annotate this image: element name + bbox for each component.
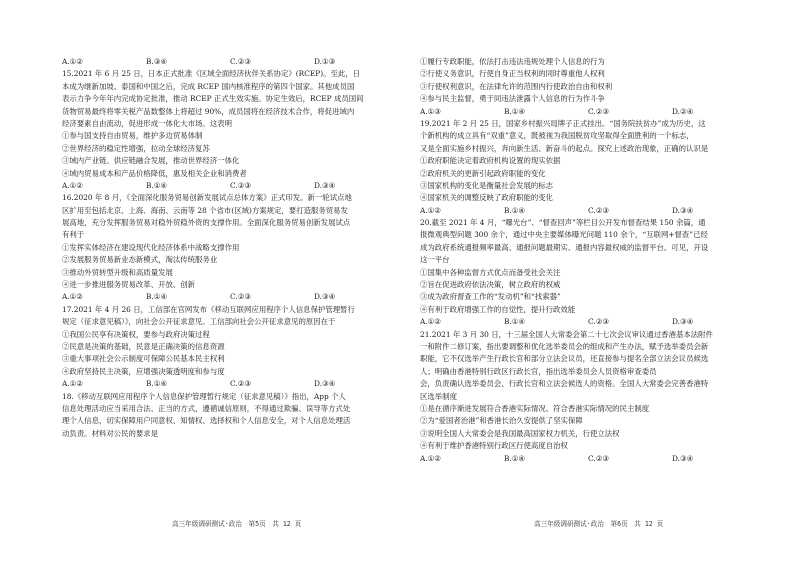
statement-4: ④有利于政府增强工作的自觉性，提升行政效能 bbox=[420, 304, 576, 314]
statement-2: ②旨在促进政府依法决策，树立政府的权威 bbox=[420, 280, 561, 290]
option-c: C.②③ bbox=[588, 106, 609, 116]
option-b: B.③④ bbox=[146, 57, 168, 66]
statement-1: ①国集中各种监督方式优点而备受社会关注 bbox=[420, 267, 561, 277]
option-d: D.③④ bbox=[672, 317, 694, 327]
q15-options bbox=[62, 180, 398, 192]
question-line: 人；明确由香港特别行政区行政长官，指出选举委员会人员资格审查委员 bbox=[420, 366, 657, 376]
question-19 bbox=[420, 118, 756, 217]
q20-options bbox=[420, 316, 756, 328]
option-a: A.①② bbox=[62, 292, 83, 302]
question-line: 这一平台 bbox=[420, 255, 450, 265]
option-d: D.③④ bbox=[314, 180, 336, 190]
option-a: A.①② bbox=[62, 180, 83, 190]
option-d: D.③④ bbox=[314, 379, 336, 389]
statement-3: ③推动外贸转型升级和高质量发展 bbox=[62, 267, 173, 277]
q21-options bbox=[420, 453, 756, 465]
statement-1: ①发挥实体经济在建设现代化经济体系中战略支撑作用 bbox=[62, 242, 240, 252]
question-line: 18.《移动互联网应用程序个人信息保护管理暂行规定（征求意见稿）》指出，App 个人 bbox=[62, 391, 346, 401]
statement-3: ③成为政府督查工作的“发动机”和“找索器” bbox=[420, 292, 561, 302]
question-line: 有利于 bbox=[62, 230, 85, 240]
option-b: B.①④ bbox=[504, 453, 526, 463]
question-line: 16.2020 年 8 月，《全面深化服务贸易创新发展试点总体方案》正式印发。新一轮试点地 bbox=[62, 193, 352, 203]
question-line: 规定（征求意见稿）》，向社会公开征求意见。工信部向社会公开征求意见的原因在于 bbox=[62, 317, 336, 327]
question-18-statements bbox=[420, 56, 756, 118]
statement-4: ④进一步推进服务贸易改革、开放、创新 bbox=[62, 280, 196, 290]
option-c: C.②③ bbox=[230, 292, 251, 302]
option-a: A.①③ bbox=[420, 106, 441, 116]
question-line: 信息处理活动应当采用合法、正当的方式，遵循诚信原则，不得通过欺骗、误导等方式处 bbox=[62, 403, 351, 413]
option-c: C.②③ bbox=[588, 453, 609, 463]
option-a: A.①② bbox=[420, 453, 441, 463]
question-15 bbox=[62, 68, 398, 192]
option-b: B.①④ bbox=[146, 292, 168, 302]
statement-1: ①是在循序渐进发展符合香港实际情况、符合香港实际情况的民主制度 bbox=[420, 403, 650, 413]
statement-3: ③行使权利意识，在法律允许的范围内行使政治自由和权利 bbox=[420, 81, 613, 91]
option-d: D.③④ bbox=[314, 292, 336, 302]
q16-options bbox=[62, 291, 398, 303]
statement-4: ④政府坚持民主决策，应增强决策透明度和参与度 bbox=[62, 366, 225, 376]
statement-2: ②行使义务意识，行使自身正当权利的同时尊重他人权利 bbox=[420, 69, 605, 79]
statement-2: ②民意是决策的基础，民意是正确决策的信息资源 bbox=[62, 341, 225, 351]
page-footer-left: 高三年级调研测试·政治 第5页 共 12 页 bbox=[172, 520, 302, 528]
question-line: 19.2021 年 2 月 25 日，国家乡村振兴局牌子正式挂出。“国务院扶贫办”成为历史，这 bbox=[420, 118, 706, 128]
question-line: 展高地，充分发挥服务贸易对稳外贸稳外资的支撑作用。全面深化服务贸易创新发展试点 bbox=[62, 218, 351, 228]
question-line: 报微观典型问题 300 余个，通过中央主要媒体曝光问题 110 余个，“互联网+督查”已经 bbox=[420, 230, 708, 240]
question-line: 个新机构的成立具有“双重”意义，既被视为我国脱贫攻坚取得全面胜利的一个标志， bbox=[420, 131, 694, 141]
question-line: 理个人信息，切实保障用户同意权、知情权、选择权和个人信息安全，对个人信息处理活 bbox=[62, 416, 351, 426]
option-b: B.①④ bbox=[146, 180, 168, 190]
question-line: 会，负责确认选举委员会、行政长官和立法会候选人的资格。全国人大常委会完善香港特 bbox=[420, 379, 709, 389]
q14-options bbox=[62, 56, 398, 68]
question-line: 21.2021 年 3 月 30 日，十三届全国人大常委会第二十七次会议审议通过香港基本法附件 bbox=[420, 329, 713, 339]
question-line: 经济要素自由流动，促进形成一体化大市场。这表明 bbox=[62, 118, 232, 128]
option-a: A.①② bbox=[62, 379, 83, 389]
statement-4: ④参与民主监督，勇于同违法泄露个人信息的行为作斗争 bbox=[420, 94, 605, 104]
question-line: 成为政府系统通报频率最高、通报问题最期实、通报内容最权威的监督平台。可见，开设 bbox=[420, 242, 709, 252]
statement-3: ③说明全国人大常委会是我国最高国家权力机关，行使立法权 bbox=[420, 428, 620, 438]
right-page-column bbox=[420, 56, 756, 465]
question-line: 区选举制度 bbox=[420, 391, 457, 401]
statement-1: ①参与国支持自由贸易，维护多边贸易体制 bbox=[62, 131, 203, 141]
question-16 bbox=[62, 192, 398, 304]
statement-1: ①履行专政职能，依法打击违法违规处理个人信息的行为 bbox=[420, 57, 605, 66]
question-21 bbox=[420, 329, 756, 465]
q17-options bbox=[62, 378, 398, 390]
question-line: 动负责。材料对公民的要求是 bbox=[62, 428, 159, 438]
option-a: A.①② bbox=[420, 317, 441, 327]
option-b: B.①④ bbox=[504, 205, 526, 215]
option-b: B.①④ bbox=[504, 106, 526, 116]
statement-4: ④有利于维护香港特别行政区行使高度自治权 bbox=[420, 441, 568, 451]
option-c: C.②③ bbox=[230, 379, 251, 389]
option-d: D.③④ bbox=[672, 205, 694, 215]
question-17 bbox=[62, 304, 398, 391]
option-d: D.②④ bbox=[672, 106, 694, 116]
question-line: 15.2021 年 6 月 25 日，日本正式批准《区域全面经济伙伴关系协定》(RCEP)。至此，日 bbox=[62, 69, 361, 79]
option-b: B.①④ bbox=[504, 317, 526, 327]
q18-options bbox=[420, 106, 756, 118]
question-line: 区扩用至包括北京、上海、海南、云南等 28 个省市(区域)方案规定，要打造服务贸易发 bbox=[62, 205, 348, 215]
statement-1: ①我国公民享有决策权，要参与政府决策过程 bbox=[62, 329, 210, 339]
option-c: C.②③ bbox=[588, 205, 609, 215]
statement-1: ①政府职能决定着政府机构设置的现实依据 bbox=[420, 156, 561, 166]
question-20 bbox=[420, 217, 756, 329]
question-line: 又是全面实施乡村振兴，奔向新生活、新奋斗的起点。探究上述政治现象，正确的认识是 bbox=[420, 143, 709, 153]
question-line: 本成为继新加坡、泰国和中国之后，完成 RCEP 国内核准程序的第四个国家。其他成员国 bbox=[62, 81, 355, 91]
left-page-column bbox=[62, 56, 398, 440]
q19-options bbox=[420, 205, 756, 217]
statement-3: ③域内产业链、供应链融合发展，推动世界经济一体化 bbox=[62, 156, 240, 166]
option-a: A.①② bbox=[62, 57, 83, 66]
page-footer-right: 高三年级调研测试·政治 第6页 共 12 页 bbox=[534, 520, 664, 528]
statement-2: ②世界经济的稳定性增强，拉动全球经济复苏 bbox=[62, 143, 210, 153]
statement-4: ④域内贸易成本和产品价格降低，惠及相关企业和消费者 bbox=[62, 168, 247, 178]
option-a: A.①② bbox=[420, 205, 441, 215]
question-line: 职能，它不仅选举产生行政长官和部分立法会议员，还直接参与提名全部立法会议员候选 bbox=[420, 354, 709, 364]
statement-2: ②政府机关的更新引起政府职能的变化 bbox=[420, 168, 546, 178]
option-d: D.③④ bbox=[672, 453, 694, 463]
question-line: 20.截至 2021 年 4 月，“曝光台”、“督查回声”等栏目公开发布督查结果 150 余篇，通 bbox=[420, 218, 706, 228]
question-18 bbox=[62, 391, 398, 441]
statement-2: ②发展服务贸易新业态新模式，淘汰传统服务业 bbox=[62, 255, 218, 265]
statement-3: ③重大事项社会公示制度可保障公民基本民主权利 bbox=[62, 354, 225, 364]
question-line: 表示力争今年年内完成协定批准，推动 RCEP 正式生效实施。协定生效后，RCEP 成员国间 bbox=[62, 94, 364, 104]
question-line: 货物贸易最终将零关税产品数整体上将超过 90%，成员国将在经济技术合作，将促进域内 bbox=[62, 106, 355, 116]
statement-2: ②为“爱国者治港”和香港长治久安提供了坚实保障 bbox=[420, 416, 583, 426]
statement-4: ④国家机关的调整反映了政府职能的变化 bbox=[420, 193, 554, 203]
option-c: C.②③ bbox=[588, 317, 609, 327]
option-c: C.②③ bbox=[230, 57, 251, 66]
question-line: 一和附件二修订案，指出要调整和优化选举委员会的组成和产生办法，赋予选举委员会新 bbox=[420, 341, 709, 351]
statement-3: ③国家机构的变化是衡量社会发展的标志 bbox=[420, 180, 554, 190]
option-b: B.①④ bbox=[146, 379, 168, 389]
option-c: C.②③ bbox=[230, 180, 251, 190]
question-line: 17.2021 年 4 月 26 日，工信部在官网发布《移动互联网应用程序个人信息保护管理暂行 bbox=[62, 304, 355, 314]
option-d: D.①③ bbox=[314, 57, 336, 66]
